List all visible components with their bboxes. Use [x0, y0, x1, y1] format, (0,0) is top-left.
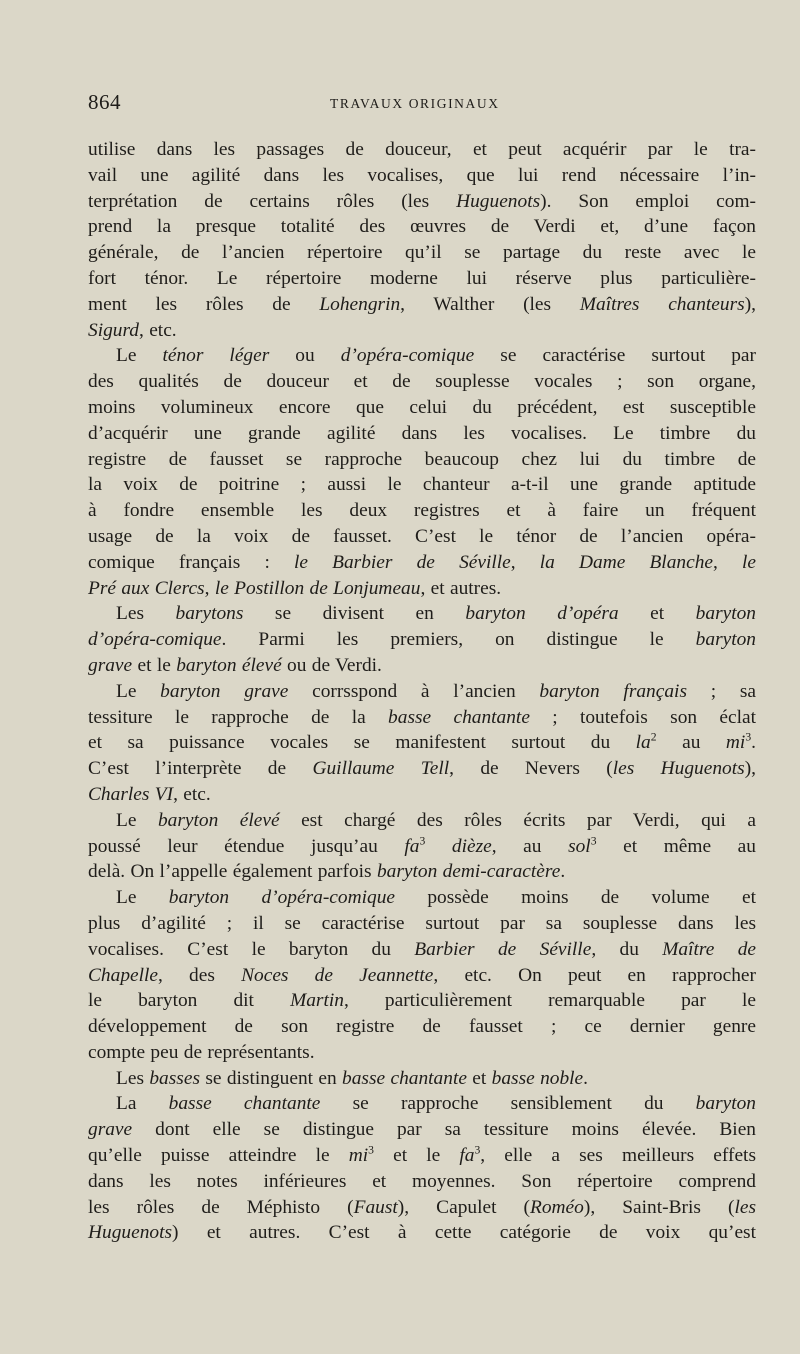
- text-run: se divisent en: [243, 603, 466, 625]
- superscript: 3: [590, 834, 597, 848]
- text-run: C’est l’interprète de: [88, 758, 313, 780]
- page-number: 864: [88, 90, 121, 114]
- text-run: dans les notes inférieures et moyennes. Son répertoire comprend: [88, 1170, 756, 1192]
- text-run: , au: [491, 835, 569, 857]
- text-line: [88, 1220, 756, 1246]
- text-run: ,: [204, 577, 215, 599]
- italic-run: basse chantante: [168, 1093, 321, 1115]
- text-line: [88, 1117, 756, 1143]
- text-line: [88, 550, 756, 576]
- italic-run: baryton: [695, 1093, 756, 1115]
- text-line: [88, 859, 756, 885]
- italic-run: Barbier de Séville: [414, 938, 592, 960]
- text-run: se caractérise surtout par: [474, 345, 756, 367]
- text-run: vail une agilité dans les vocalises, que lui rend nécessaire l’in-: [88, 164, 756, 186]
- text-run: ou: [269, 345, 341, 367]
- italic-run: baryton grave: [160, 680, 289, 702]
- text-run: compte peu de représentants.: [88, 1041, 315, 1063]
- text-line: [88, 137, 756, 163]
- italic-run: sol: [568, 835, 591, 857]
- text-run: et: [618, 603, 696, 625]
- text-run: Le: [116, 887, 169, 909]
- italic-run: baryton d’opéra: [465, 603, 619, 625]
- text-run: prend la presque totalité des œuvres de Verdi et, d’une façon: [88, 216, 756, 238]
- text-run: , des: [158, 964, 242, 986]
- superscript: 3: [745, 730, 752, 744]
- superscript: 3: [368, 1143, 374, 1157]
- text-run: ) et autres. C’est à cette catégorie de voix qu’est: [172, 1222, 756, 1244]
- text-run: , etc.: [139, 319, 177, 341]
- text-run: , Walther (les: [400, 293, 580, 315]
- text-run: utilise dans les passages de douceur, et peut acquérir par le tra-: [88, 139, 756, 160]
- italic-run: baryton demi-caractère: [376, 861, 561, 883]
- text-run: , etc.: [173, 783, 211, 805]
- text-line: [88, 808, 756, 834]
- text-line: [88, 369, 756, 395]
- text-run: , etc. On peut en rapprocher: [433, 964, 756, 986]
- text-line: [88, 498, 756, 524]
- text-run: poussé leur étendue jusqu’au: [88, 835, 405, 857]
- page-header: [88, 90, 756, 124]
- italic-run: Lohengrin: [319, 293, 401, 315]
- text-run: ; toutefois son éclat: [529, 706, 757, 728]
- text-run: , elle a ses meilleurs effets: [480, 1145, 756, 1167]
- text-run: ,: [510, 551, 540, 573]
- superscript: 3: [474, 1143, 481, 1157]
- text-line: [88, 292, 756, 318]
- text-run: et le: [132, 654, 177, 676]
- text-run: comique français :: [88, 551, 294, 573]
- text-line: [88, 653, 756, 679]
- text-line: [88, 1091, 756, 1117]
- text-run: ,: [713, 551, 743, 573]
- text-run: Le: [116, 809, 158, 831]
- text-run: d’acquérir une grande agilité dans les vocalises. Le timbre du: [88, 422, 756, 444]
- italic-run: d’opéra-comique: [340, 345, 475, 367]
- text-run: ), Capulet (: [397, 1196, 531, 1218]
- text-line: [88, 730, 756, 756]
- italic-run: Sigurd: [88, 319, 139, 341]
- text-run: et: [466, 1067, 492, 1089]
- italic-run: baryton d’opéra-comique: [168, 887, 395, 909]
- text-line: [88, 189, 756, 215]
- text-run: se rapproche sensiblement du: [320, 1093, 696, 1115]
- text-run: générale, de l’ancien répertoire qu’il se partage du reste avec le: [88, 242, 756, 264]
- text-line: [88, 395, 756, 421]
- text-run: moins volumineux encore que celui du précédent, est susceptible: [88, 396, 756, 418]
- text-run: ),: [744, 758, 756, 780]
- text-line: [88, 705, 756, 731]
- italic-run: Noces de Jeannette: [241, 964, 434, 986]
- text-line: [88, 679, 756, 705]
- text-run: est chargé des rôles écrits par Verdi, qui a: [279, 809, 756, 831]
- italic-run: grave: [88, 1119, 133, 1141]
- running-head: TRAVAUX ORIGINAUX: [330, 96, 500, 111]
- italic-run: fa: [404, 835, 420, 857]
- body-text: [88, 137, 756, 1246]
- text-line: [88, 834, 756, 860]
- text-run: usage de la voix de fausset. C’est le ténor de l’ancien opéra-: [88, 525, 756, 547]
- text-run: dont elle se distingue par sa tessiture moins élevée. Bien: [132, 1119, 756, 1141]
- text-run: . Parmi les premiers, on distingue le: [221, 629, 696, 651]
- text-run: terprétation de certains rôles (les: [88, 190, 457, 212]
- text-run: possède moins de volume et: [395, 887, 756, 909]
- text-run: La: [116, 1093, 169, 1115]
- text-run: ; sa: [687, 680, 756, 702]
- text-run: , de Nevers (: [449, 758, 613, 780]
- text-line: [88, 601, 756, 627]
- italic-run: Chapelle: [88, 964, 159, 986]
- italic-run: baryton élevé: [176, 654, 282, 676]
- italic-run: le: [742, 551, 757, 573]
- italic-run: le Barbier de Séville: [293, 551, 511, 573]
- text-line: [88, 988, 756, 1014]
- italic-run: basses: [149, 1067, 200, 1089]
- text-line: [88, 214, 756, 240]
- italic-run: Martin: [290, 990, 344, 1012]
- text-line: [88, 1195, 756, 1221]
- italic-run: mi: [348, 1145, 369, 1167]
- text-run: au: [656, 732, 726, 754]
- text-line: [88, 343, 756, 369]
- text-run: plus d’agilité ; il se caractérise surtout par sa souplesse dans les: [88, 912, 756, 934]
- italic-run: baryton élevé: [157, 809, 280, 831]
- text-line: [88, 782, 756, 808]
- italic-run: Huguenots: [88, 1222, 173, 1244]
- italic-run: baryton: [695, 629, 756, 651]
- italic-run: la: [635, 732, 651, 754]
- italic-run: Maîtres chanteurs: [579, 293, 745, 315]
- text-run: des qualités de douceur et de souplesse vocales ; son organe,: [88, 371, 756, 393]
- italic-run: basse noble: [491, 1067, 584, 1089]
- text-run: à fondre ensemble les deux registres et à faire un fréquent: [88, 500, 756, 522]
- text-run: .: [560, 861, 566, 883]
- text-line: [88, 911, 756, 937]
- italic-run: ténor léger: [162, 345, 270, 367]
- italic-run: fa: [459, 1145, 475, 1167]
- text-run: ). Son emploi com-: [540, 190, 756, 212]
- italic-run: les Huguenots: [612, 758, 745, 780]
- italic-run: grave: [88, 654, 133, 676]
- text-line: [88, 472, 756, 498]
- text-run: Le: [116, 345, 163, 367]
- text-line: [88, 885, 756, 911]
- text-run: [425, 836, 452, 857]
- italic-run: les: [734, 1196, 756, 1218]
- text-line: [88, 421, 756, 447]
- text-run: , et autres.: [420, 577, 502, 599]
- text-line: [88, 1040, 756, 1066]
- text-run: Les: [116, 603, 176, 625]
- text-run: la voix de poitrine ; aussi le chanteur a-t-il une grande aptitude: [88, 474, 756, 496]
- text-line: [88, 163, 756, 189]
- italic-run: Huguenots: [456, 190, 541, 212]
- text-line: [88, 756, 756, 782]
- text-line: [88, 240, 756, 266]
- italic-run: basse chantante: [388, 706, 530, 728]
- italic-run: Faust: [353, 1196, 398, 1218]
- text-run: , du: [591, 938, 663, 960]
- text-run: développement de son registre de fausset ; ce dernier genre: [88, 1016, 756, 1038]
- italic-run: Guillaume Tell: [312, 758, 450, 780]
- text-run: se distinguent en: [200, 1067, 343, 1089]
- italic-run: Pré aux Clercs: [88, 577, 205, 599]
- text-run: vocalises. C’est le baryton du: [88, 938, 415, 960]
- text-run: les rôles de Méphisto (: [88, 1196, 354, 1218]
- text-run: .: [751, 732, 756, 754]
- text-run: delà. On l’appelle également parfois: [88, 861, 377, 883]
- text-line: [88, 1143, 756, 1169]
- text-run: et sa puissance vocales se manifestent surtout du: [88, 732, 636, 754]
- text-line: [88, 1066, 756, 1092]
- text-line: [88, 937, 756, 963]
- text-run: registre de fausset se rapproche beaucoup chez lui du timbre de: [88, 448, 756, 470]
- text-line: [88, 524, 756, 550]
- text-run: ),: [744, 293, 756, 315]
- text-line: [88, 1014, 756, 1040]
- text-run: Le: [116, 680, 161, 702]
- text-run: qu’elle puisse atteindre le: [88, 1145, 349, 1167]
- italic-run: Maître de: [662, 938, 756, 960]
- text-line: [88, 266, 756, 292]
- text-run: , particulièrement remarquable par le: [343, 990, 756, 1012]
- text-run: ment les rôles de: [88, 293, 320, 315]
- text-run: ), Saint-Bris (: [583, 1196, 735, 1218]
- text-line: [88, 576, 756, 602]
- text-run: Les: [116, 1067, 150, 1089]
- italic-run: baryton français: [539, 680, 687, 702]
- text-run: ou de Verdi.: [281, 654, 382, 676]
- superscript: 3: [419, 834, 426, 848]
- italic-run: la Dame Blanche: [539, 551, 713, 573]
- italic-run: baryton: [695, 603, 756, 625]
- text-run: et le: [373, 1145, 460, 1167]
- italic-run: d’opéra-comique: [88, 629, 222, 651]
- text-line: [88, 627, 756, 653]
- text-run: corrsspond à l’ancien: [288, 680, 540, 702]
- text-line: [88, 1169, 756, 1195]
- superscript: 2: [650, 730, 657, 744]
- text-run: .: [583, 1067, 589, 1089]
- text-line: [88, 318, 756, 344]
- italic-run: barytons: [175, 603, 244, 625]
- text-run: le baryton dit: [88, 990, 291, 1012]
- italic-run: Charles VI: [88, 783, 174, 805]
- text-run: et même au: [596, 835, 756, 857]
- italic-run: basse chantante: [342, 1067, 467, 1089]
- italic-run: Roméo: [530, 1196, 584, 1218]
- text-line: [88, 963, 756, 989]
- italic-run: le Postillon de Lonjumeau: [214, 577, 421, 599]
- text-run: fort ténor. Le répertoire moderne lui réserve plus particulière-: [88, 267, 756, 289]
- italic-run: dièze: [451, 835, 492, 857]
- text-line: [88, 447, 756, 473]
- text-run: tessiture le rapproche de la: [88, 706, 389, 728]
- italic-run: mi: [725, 732, 746, 754]
